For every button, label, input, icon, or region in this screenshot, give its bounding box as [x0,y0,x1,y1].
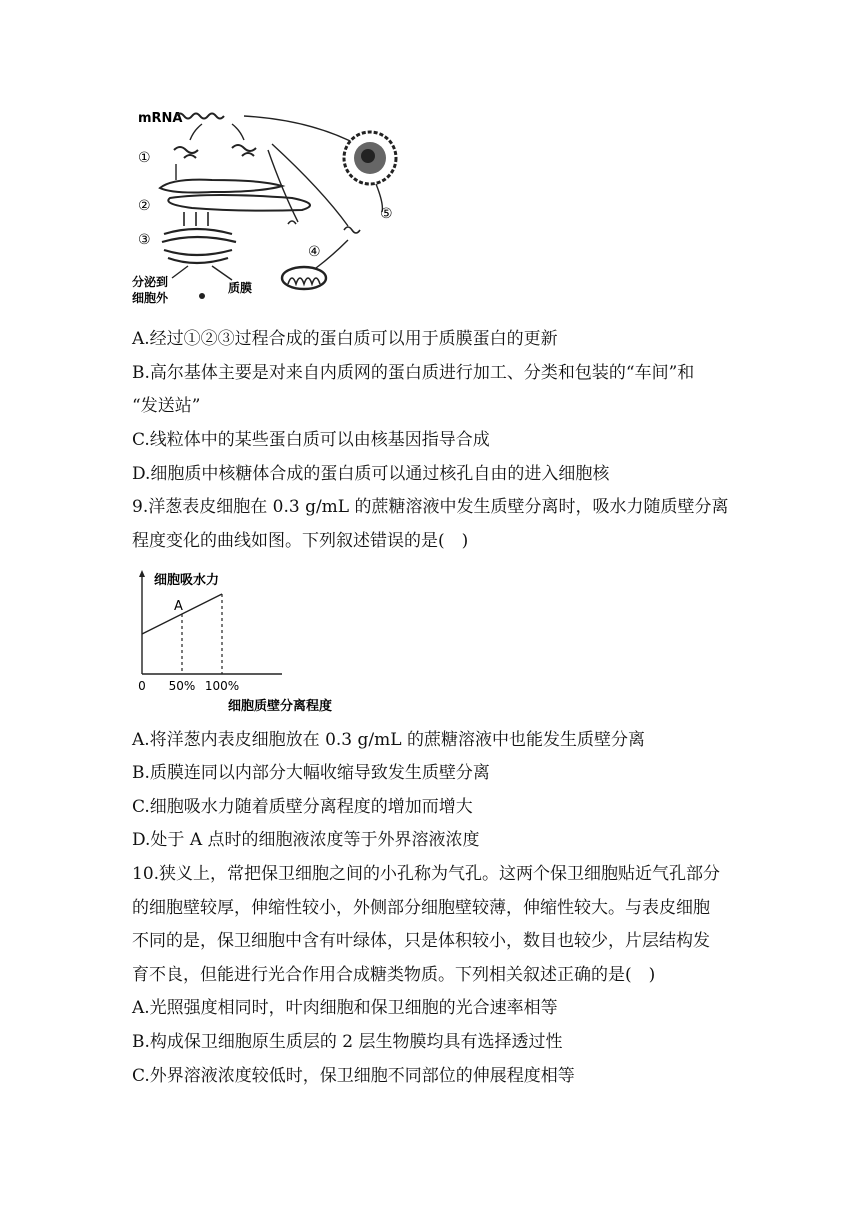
q10-stem-4: 育不良，但能进行光合作用合成糖类物质。下列相关叙述正确的是( ) [132,965,656,985]
q9-option-c: C.细胞吸水力随着质壁分离程度的增加而增大 [132,797,473,817]
q8-option-b-cont: “发送站” [132,396,201,416]
protein-transport-diagram [132,100,422,310]
point-a-label: A [174,599,183,614]
q10-option-b: B.构成保卫细胞原生质层的 2 层生物膜均具有选择透过性 [132,1032,563,1052]
endoplasmic-reticulum [160,180,310,211]
secreted-label-1: 分泌到 [132,275,169,289]
step2-marker: ② [138,198,151,214]
step3-marker: ③ [138,232,151,248]
golgi-apparatus [162,229,236,263]
mitochondrion [282,267,326,289]
q10-option-a: A.光照强度相同时，叶肉细胞和保卫细胞的光合速率相等 [132,998,558,1018]
q8-option-c: C.线粒体中的某些蛋白质可以由核基因指导合成 [132,430,490,450]
y-axis-arrow [139,570,145,577]
q10-option-c: C.外界溶液浓度较低时，保卫细胞不同部位的伸展程度相等 [132,1066,575,1086]
q9-stem-2: 程度变化的曲线如图。下列叙述错误的是( ) [132,531,469,551]
step4-marker: ④ [308,244,321,260]
q10-stem-3: 不同的是，保卫细胞中含有叶绿体，只是体积较小，数目也较少，片层结构发 [132,931,710,951]
water-absorption-chart [132,568,402,718]
nucleus [344,132,396,184]
x-tick-label: 0 [138,679,146,693]
q8-option-d: D.细胞质中核糖体合成的蛋白质可以通过核孔自由的进入细胞核 [132,464,610,484]
q10-stem-2: 的细胞壁较厚，伸缩性较小，外侧部分细胞壁较薄，伸缩性较大。与表皮细胞 [132,898,710,918]
q9-stem-1: 9.洋葱表皮细胞在 0.3 g/mL 的蔗糖溶液中发生质壁分离时，吸水力随质壁分离 [132,497,729,517]
y-axis-label: 细胞吸水力 [154,573,220,588]
q10-stem-1: 10.狭义上，常把保卫细胞之间的小孔称为气孔。这两个保卫细胞贴近气孔部分 [132,864,721,884]
x-axis-label: 细胞质壁分离程度 [228,699,333,714]
x-tick-label: 50% [168,679,196,693]
q8-option-b: B.高尔基体主要是对来自内质网的蛋白质进行加工、分类和包装的“车间”和 [132,363,695,383]
step1-marker: ① [138,150,151,166]
x-tick-label: 100% [204,679,240,693]
step5-marker: ⑤ [380,206,393,222]
q9-option-a: A.将洋葱内表皮细胞放在 0.3 g/mL 的蔗糖溶液中也能发生质壁分离 [132,730,645,750]
q9-option-b: B.质膜连同以内部分大幅收缩导致发生质壁分离 [132,763,490,783]
q8-option-a: A.经过①②③过程合成的蛋白质可以用于质膜蛋白的更新 [132,329,558,349]
mrna-label: mRNA [138,111,183,126]
secreted-label-2: 细胞外 [132,291,169,305]
q9-option-d: D.处于 A 点时的细胞液浓度等于外界溶液浓度 [132,830,480,850]
membrane-label: 质膜 [228,281,253,295]
ribosome-cluster-free [174,145,256,158]
